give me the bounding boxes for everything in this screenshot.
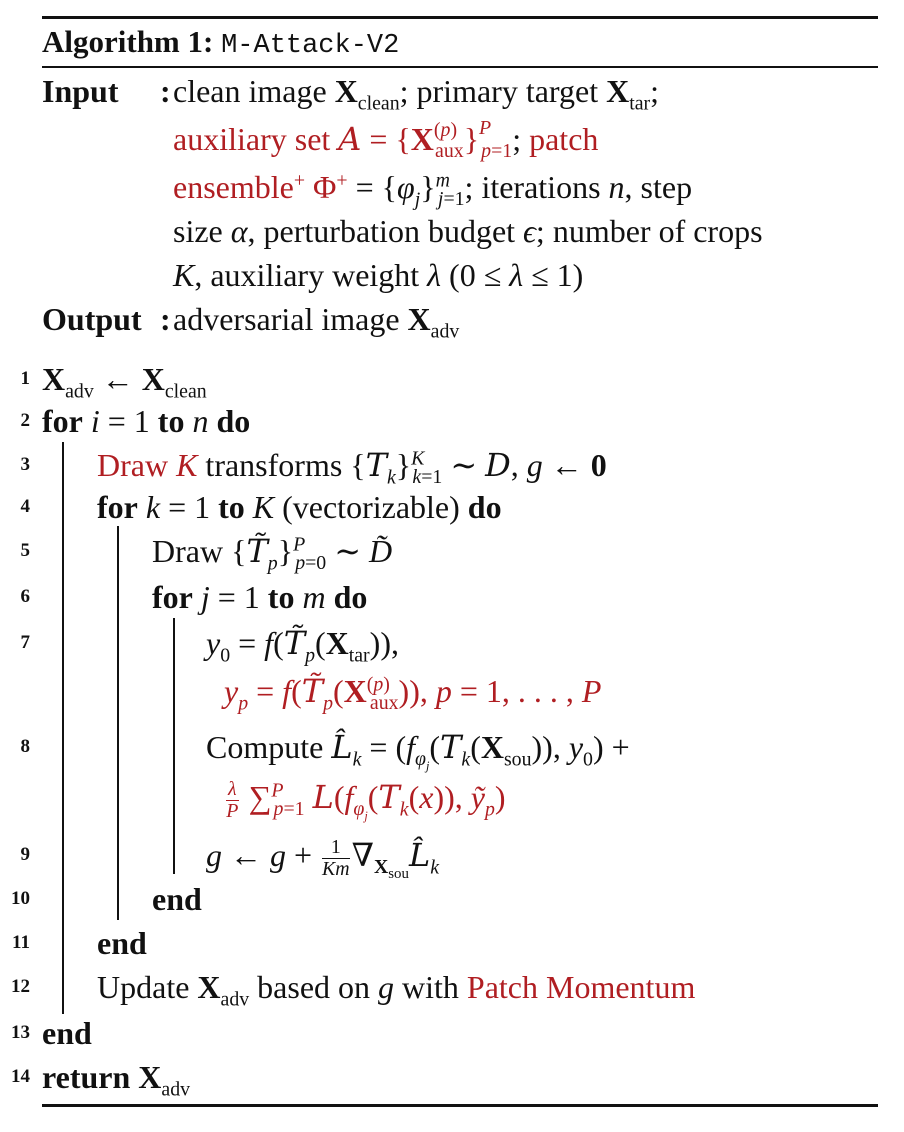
- step-7-cont: $y_p$ = $f(T̃_p(X^{(p)}_{aux}))$, p = 1, . . . , P: [224, 672, 602, 715]
- step-8: 8 Compute $L̂_k = (f_{\varphi_j}(T_k(X_{sou}))$, $y_0$) +: [20, 728, 630, 774]
- step-8-cont: $\frac{\lambda}{P}$ ∑$^P_{p=1}$ $L(f_{\varphi_j}(T_k(x))$, ỹ$_p$): [226, 778, 506, 824]
- output-label: Output: [42, 301, 142, 337]
- input-line-5: K, auxiliary weight λ (0 ≤ λ ≤ 1): [173, 257, 584, 293]
- input-line-2: auxiliary set $A = \{X^{(p)}_{aux}\}^P_{p=1}$; patch: [173, 117, 599, 163]
- step-13: 13 end: [11, 1015, 92, 1051]
- step-11: 11 end: [12, 925, 147, 961]
- step-10: 10 end: [11, 881, 202, 917]
- step-6: 6 for j = 1 to m do: [20, 579, 368, 615]
- input-line-4: size α, perturbation budget ϵ; number of crops: [173, 213, 763, 249]
- input-line-3: ensemble+ $\Phi^+ = \{\varphi_j\}^m_{j=1}$; iterations n, step: [173, 169, 693, 211]
- output-colon: :: [160, 301, 171, 337]
- step-1: 1 $X_{adv}$ ← $X_{clean}$: [20, 361, 207, 403]
- algorithm-name: M-Attack-V2: [221, 31, 400, 61]
- algorithm-label: Algorithm 1:: [42, 24, 214, 59]
- step-5: 5 Draw $\{T̃_p\}^P_{p=0}$ ∼ D̃: [20, 532, 393, 575]
- input-label: Input: [42, 73, 119, 109]
- step-14: 14 return $X_{adv}$: [11, 1059, 191, 1101]
- bottom-rule: [42, 1104, 878, 1107]
- step-7: 7 $y_0$ = $f(T̃_p(X_{tar}))$,: [20, 624, 399, 667]
- step-3: 3 Draw K transforms $\{T_k\}^K_{k=1}$ ∼ D, g ← 0: [20, 446, 607, 489]
- step-2: 2 for i = 1 to n do: [20, 403, 251, 439]
- input-line-1: clean image $X_{clean}$; primary target $X_{tar}$;: [173, 73, 659, 115]
- step-12: 12 Update $X_{adv}$ based on g with Patch Momentum: [11, 969, 696, 1011]
- input-colon: :: [160, 73, 171, 109]
- step-4: 4 for k = 1 to K (vectorizable) do: [20, 489, 502, 525]
- step-9: 9 g ← g + $\frac{1}{Km}$ $\nabla_{X_{sou}}L̂_k$: [20, 836, 439, 883]
- output-text: adversarial image $X_{adv}$: [173, 301, 460, 343]
